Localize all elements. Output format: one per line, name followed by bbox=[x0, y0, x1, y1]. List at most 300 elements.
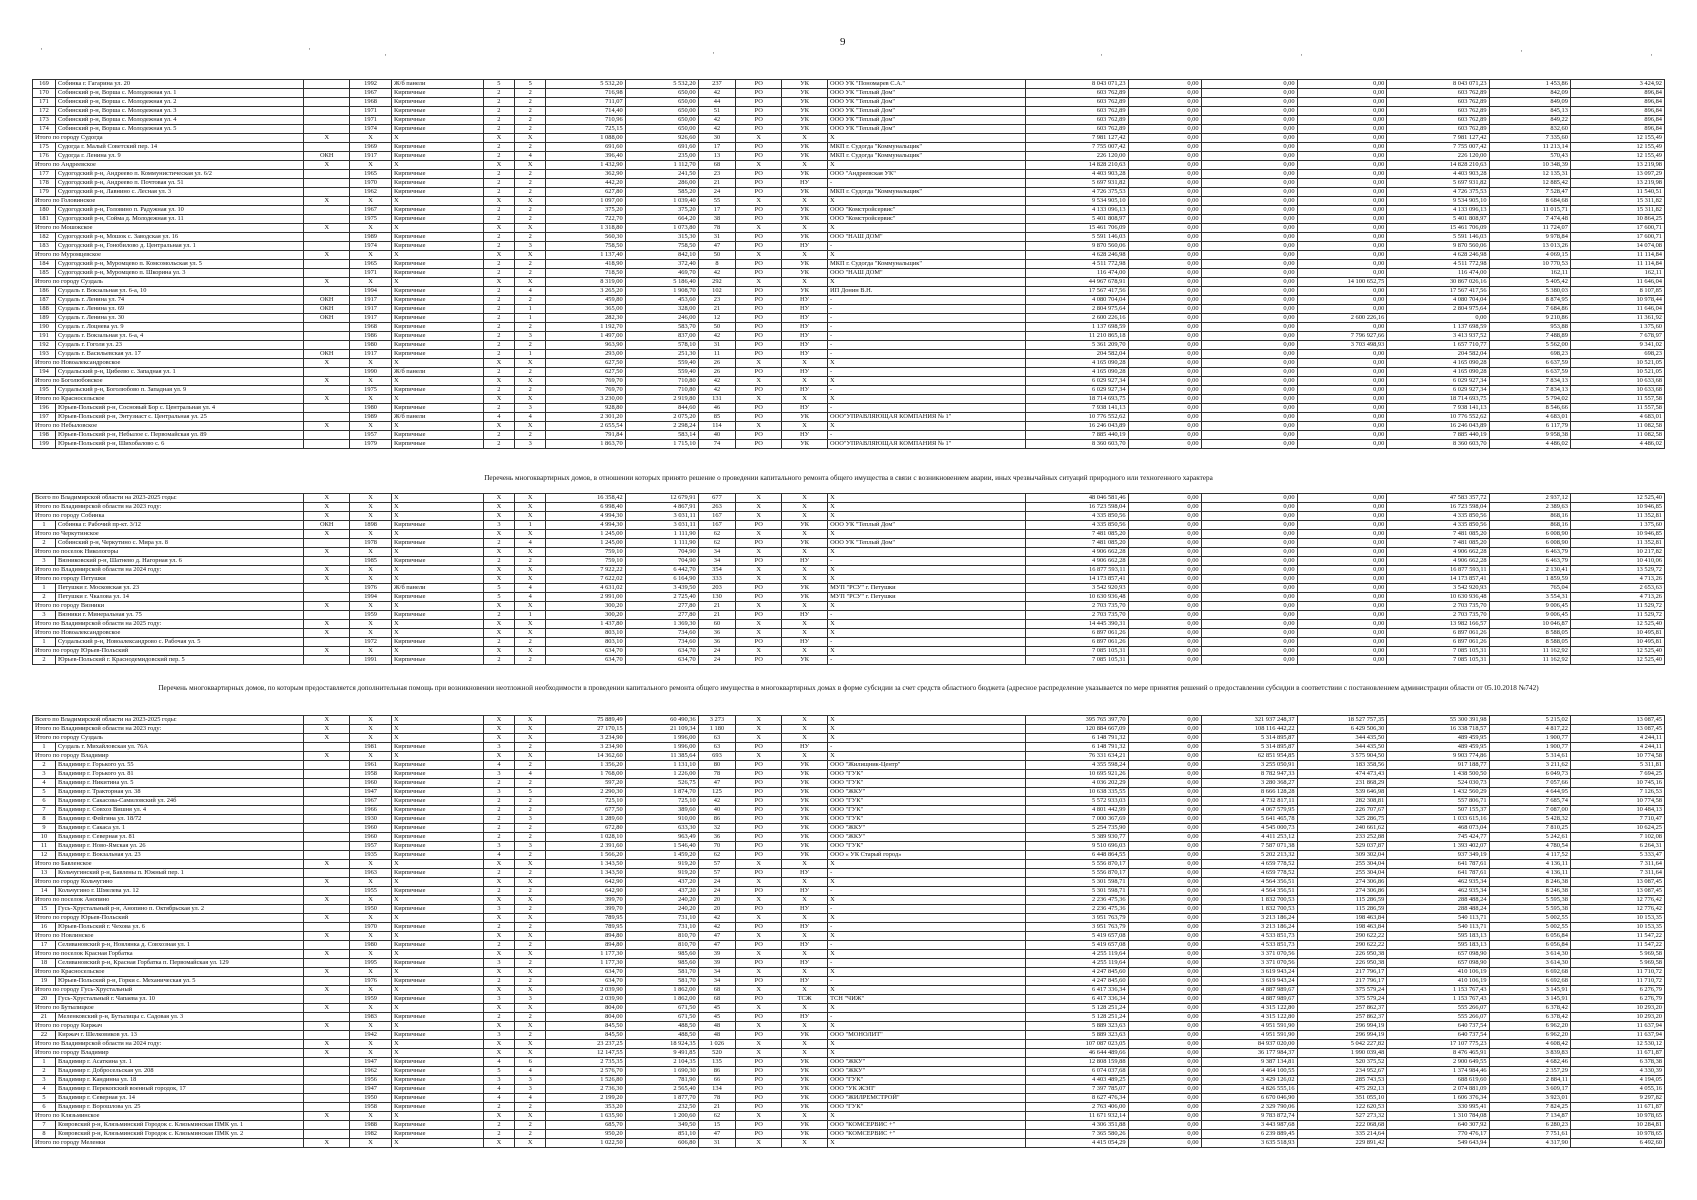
table-cell: 2 763 406,00 bbox=[1026, 1103, 1128, 1112]
table-cell: Х bbox=[391, 161, 483, 170]
subtotal-row bbox=[33, 860, 1665, 869]
table-cell: 241,50 bbox=[625, 170, 698, 179]
table-cell: 274 306,86 bbox=[1297, 878, 1387, 887]
table-cell: 634,70 bbox=[625, 656, 698, 665]
table-cell: Х bbox=[736, 1049, 782, 1058]
table-cell: 0,00 bbox=[1128, 1022, 1201, 1031]
table-cell: РО bbox=[736, 116, 782, 125]
table-cell: УК bbox=[782, 107, 828, 116]
table-cell: 0,00 bbox=[1201, 611, 1297, 620]
table-cell: 0,00 bbox=[1201, 161, 1297, 170]
table-cell: 0,00 bbox=[1128, 959, 1201, 968]
table-cell: Суздаль г. Михайловская ул. 76А bbox=[55, 743, 303, 752]
table-cell: 910,00 bbox=[625, 815, 698, 824]
table-cell: 5 215,02 bbox=[1489, 716, 1570, 725]
table-cell: 1 245,00 bbox=[546, 530, 625, 539]
table-cell: 2 703 735,70 bbox=[1026, 602, 1128, 611]
table-cell: 3 031,11 bbox=[625, 521, 698, 530]
table-cell: 4 335 850,56 bbox=[1387, 512, 1489, 521]
table-cell: 5 532,20 bbox=[625, 80, 698, 89]
table-cell: Кирпичные bbox=[391, 431, 483, 440]
table-cell: 15 461 706,09 bbox=[1026, 224, 1128, 233]
table-cell: ООО "КОМСЕРВИС +" bbox=[828, 1130, 1026, 1139]
table-cell: Х bbox=[782, 1022, 828, 1031]
table-cell: 3 bbox=[483, 788, 514, 797]
table-cell: Х bbox=[304, 860, 350, 869]
table-cell: УК bbox=[782, 188, 828, 197]
table-cell: 6 637,59 bbox=[1489, 368, 1570, 377]
table-cell: 1 bbox=[515, 350, 546, 359]
table-cell: 3 bbox=[483, 521, 514, 530]
table-cell: Х bbox=[736, 950, 782, 959]
table-cell: Юрьев-Польский г. Чехова ул. 6 bbox=[55, 923, 303, 932]
table-cell: РО bbox=[736, 539, 782, 548]
table-cell: 1 bbox=[33, 584, 56, 593]
table-cell: РО bbox=[736, 941, 782, 950]
table-cell: 2 bbox=[33, 539, 56, 548]
table-cell: 0,00 bbox=[1201, 278, 1297, 287]
table-cell: Х bbox=[483, 950, 514, 959]
table-cell: Х bbox=[828, 950, 1026, 959]
table-cell: 0,00 bbox=[1128, 1139, 1201, 1148]
table-cell: УК bbox=[782, 1076, 828, 1085]
table-cell: 1976 bbox=[350, 584, 392, 593]
table-cell: 10 776 552,62 bbox=[1026, 413, 1128, 422]
table-cell: НУ bbox=[782, 404, 828, 413]
table-cell: 10 410,06 bbox=[1570, 557, 1664, 566]
table-cell: 17 bbox=[698, 206, 736, 215]
table-cell: Суздаль г. Ленина ул. 69 bbox=[55, 305, 303, 314]
table-cell: 76 331 634,21 bbox=[1026, 752, 1128, 761]
table-cell: Кирпичные bbox=[391, 242, 483, 251]
table-cell: 0,00 bbox=[1128, 1103, 1201, 1112]
table-cell: 4 951 591,90 bbox=[1201, 1022, 1297, 1031]
table-cell: 1 177,30 bbox=[546, 950, 625, 959]
table-cell: 0,00 bbox=[1297, 323, 1387, 332]
table-cell: 4 533 851,73 bbox=[1201, 941, 1297, 950]
table-cell: 0,00 bbox=[1201, 215, 1297, 224]
table-cell: 7 710,47 bbox=[1570, 815, 1664, 824]
table-cell: 349,50 bbox=[625, 1121, 698, 1130]
table-row bbox=[33, 584, 1665, 593]
table-cell: 14 074,08 bbox=[1570, 242, 1664, 251]
table-cell: Х bbox=[782, 932, 828, 941]
table-cell bbox=[304, 170, 350, 179]
table-cell: 4 713,26 bbox=[1570, 575, 1664, 584]
table-cell: УК bbox=[782, 584, 828, 593]
table-cell: Х bbox=[483, 647, 514, 656]
table-cell: 6 897 061,26 bbox=[1026, 629, 1128, 638]
table-cell: 2 bbox=[483, 539, 514, 548]
table-cell: Х bbox=[391, 494, 483, 503]
table-cell: 0,00 bbox=[1297, 431, 1387, 440]
table-cell: 0,00 bbox=[1201, 584, 1297, 593]
table-cell: 6 442,70 bbox=[625, 566, 698, 575]
table-cell: 0,00 bbox=[1201, 125, 1297, 134]
table-cell: 5 697 931,82 bbox=[1026, 179, 1128, 188]
table-cell: 12 155,49 bbox=[1570, 152, 1664, 161]
table-cell: 2 236 475,36 bbox=[1026, 896, 1128, 905]
table-cell: 2 bbox=[515, 107, 546, 116]
table-cell: 6 276,79 bbox=[1570, 995, 1664, 1004]
table-cell: 0,00 bbox=[1297, 134, 1387, 143]
table-cell: Х bbox=[736, 968, 782, 977]
table-cell: НУ bbox=[782, 869, 828, 878]
table-cell: 698,23 bbox=[1570, 350, 1664, 359]
table-cell: Х bbox=[828, 914, 1026, 923]
table-cell: Х bbox=[828, 377, 1026, 386]
table-cell: Х bbox=[736, 377, 782, 386]
table-cell: 1962 bbox=[350, 188, 392, 197]
table-cell: 12 155,49 bbox=[1570, 134, 1664, 143]
table-cell: 12 525,40 bbox=[1570, 620, 1664, 629]
table-cell: 0,00 bbox=[1128, 1076, 1201, 1085]
table-cell: 6 897 061,26 bbox=[1387, 629, 1489, 638]
table-cell: Х bbox=[350, 986, 392, 995]
table-cell: 418,90 bbox=[546, 260, 625, 269]
table-cell: 4 194,05 bbox=[1570, 1076, 1664, 1085]
table-cell: 2 804 975,64 bbox=[1026, 305, 1128, 314]
table-cell: 2 bbox=[483, 1013, 514, 1022]
table-cell: 6 bbox=[33, 797, 56, 806]
table-cell: 5 595,38 bbox=[1489, 896, 1570, 905]
table-cell: 1958 bbox=[350, 1103, 392, 1112]
table-cell: Владимир г. Асаткина ул. 1 bbox=[55, 1058, 303, 1067]
table-cell: 0,00 bbox=[1128, 770, 1201, 779]
table-cell: Х bbox=[391, 968, 483, 977]
table-cell: 21 bbox=[698, 305, 736, 314]
table-cell: 0,00 bbox=[1128, 188, 1201, 197]
table-cell: 171 bbox=[33, 98, 56, 107]
table-cell: 4 355 598,24 bbox=[1026, 761, 1128, 770]
table-cell: 2 bbox=[515, 959, 546, 968]
table-cell: 0,00 bbox=[1128, 224, 1201, 233]
table-cell: 1980 bbox=[350, 404, 392, 413]
table-cell: Х bbox=[828, 1112, 1026, 1121]
table-cell: 3 bbox=[483, 1076, 514, 1085]
table-cell: Х bbox=[828, 602, 1026, 611]
table-cell: 0,00 bbox=[1297, 98, 1387, 107]
table-cell: 5 314,61 bbox=[1489, 752, 1570, 761]
table-cell: - bbox=[828, 305, 1026, 314]
table-cell: 333 bbox=[698, 575, 736, 584]
table-cell: 1 137,40 bbox=[546, 251, 625, 260]
table-cell: 193 bbox=[33, 350, 56, 359]
table-cell: Х bbox=[736, 1040, 782, 1049]
table-cell: 2 bbox=[515, 368, 546, 377]
table-cell: 0,00 bbox=[1128, 806, 1201, 815]
table-cell: - bbox=[828, 323, 1026, 332]
table-cell: Х bbox=[350, 629, 392, 638]
table-cell: 7 365 580,26 bbox=[1026, 1130, 1128, 1139]
table-cell: 42 bbox=[698, 797, 736, 806]
table-cell: 520 bbox=[698, 1049, 736, 1058]
table-cell: 2 bbox=[483, 833, 514, 842]
table-row bbox=[33, 80, 1665, 89]
table-cell: Х bbox=[391, 566, 483, 575]
table-cell bbox=[304, 1013, 350, 1022]
table-cell: ООО "ЖКУ" bbox=[828, 824, 1026, 833]
table-cell: 375,20 bbox=[625, 206, 698, 215]
table-cell: 1970 bbox=[350, 923, 392, 932]
table-cell bbox=[304, 743, 350, 752]
table-cell: 30 867 026,16 bbox=[1387, 278, 1489, 287]
table-cell: Кирпичные bbox=[391, 179, 483, 188]
table-cell: Владимир г. Никитина ул. 5 bbox=[55, 779, 303, 788]
table-cell: 277,80 bbox=[625, 602, 698, 611]
table-cell: Х bbox=[304, 422, 350, 431]
table-cell: Х bbox=[828, 620, 1026, 629]
table-cell: 583,70 bbox=[625, 323, 698, 332]
table-cell: 5 bbox=[483, 584, 514, 593]
table-cell: НУ bbox=[782, 305, 828, 314]
table-cell: Х bbox=[483, 878, 514, 887]
table-cell: Судогодский р-н, Сойма д. Молодежная ул. 11 bbox=[55, 215, 303, 224]
table-cell: Х bbox=[350, 197, 392, 206]
table-cell: 2 bbox=[515, 638, 546, 647]
table-cell: Кирпичные bbox=[391, 314, 483, 323]
table-cell: 1 192,70 bbox=[546, 323, 625, 332]
table-cell: 4 133 096,13 bbox=[1387, 206, 1489, 215]
table-cell: 2 bbox=[515, 170, 546, 179]
table-cell: 231 868,29 bbox=[1297, 779, 1387, 788]
table-cell: 745 424,77 bbox=[1387, 833, 1489, 842]
row-label: Итого по Новоалександровское bbox=[33, 359, 304, 368]
table-cell: 2 bbox=[515, 323, 546, 332]
table-cell: 11 352,81 bbox=[1570, 512, 1664, 521]
table-cell: 226 950,38 bbox=[1297, 959, 1387, 968]
table-cell: 0,00 bbox=[1128, 986, 1201, 995]
table-cell bbox=[304, 905, 350, 914]
row-label: Итого по городу Суздаль bbox=[33, 278, 304, 287]
table-cell: 6 280,23 bbox=[1489, 1121, 1570, 1130]
table-cell: Х bbox=[828, 548, 1026, 557]
table-cell: 0,00 bbox=[1128, 932, 1201, 941]
table-cell: Собинский р-н, Ворша с. Молодежная ул. 4 bbox=[55, 116, 303, 125]
table-cell: 928,80 bbox=[546, 404, 625, 413]
table-cell: 7 922,22 bbox=[546, 566, 625, 575]
table-cell: 1960 bbox=[350, 833, 392, 842]
row-label: Итого по городу Судогда bbox=[33, 134, 304, 143]
row-label: Итого по Владимирской области на 2023 году: bbox=[33, 503, 304, 512]
table-cell: 10 630 936,48 bbox=[1387, 593, 1489, 602]
table-cell: 7 bbox=[33, 1121, 56, 1130]
table-cell: НУ bbox=[782, 431, 828, 440]
table-cell: 4 682,46 bbox=[1489, 1058, 1570, 1067]
subtotal-row bbox=[33, 1049, 1665, 1058]
table-cell: Владимир г. Перекопский военный городок, 17 bbox=[55, 1085, 303, 1094]
table-cell: 0,00 bbox=[1128, 125, 1201, 134]
table-cell: 1962 bbox=[350, 1067, 392, 1076]
table-cell: Х bbox=[391, 278, 483, 287]
table-cell: 4 315 122,80 bbox=[1201, 1013, 1297, 1022]
table-cell: Кирпичные bbox=[391, 1076, 483, 1085]
subtotal-row bbox=[33, 629, 1665, 638]
table-cell: 13 219,98 bbox=[1570, 161, 1664, 170]
table-cell: РО bbox=[736, 1103, 782, 1112]
table-cell: 55 300 391,98 bbox=[1387, 716, 1489, 725]
table-cell: 5 bbox=[515, 788, 546, 797]
subtotal-row bbox=[33, 932, 1665, 941]
table-cell: 189 bbox=[33, 314, 56, 323]
table-cell: ТСН "ЧИЖ" bbox=[828, 995, 1026, 1004]
subtotal-row bbox=[33, 752, 1665, 761]
table-cell: 1 566,20 bbox=[546, 851, 625, 860]
table-cell: 5 bbox=[483, 80, 514, 89]
table-cell: 0,00 bbox=[1128, 584, 1201, 593]
table-cell: 9 510 696,03 bbox=[1026, 842, 1128, 851]
table-cell: 10 630 936,48 bbox=[1026, 593, 1128, 602]
table-cell: Х bbox=[350, 860, 392, 869]
table-cell: 5 042 227,82 bbox=[1297, 1040, 1387, 1049]
table-cell: 2 bbox=[515, 806, 546, 815]
table-cell: Х bbox=[828, 860, 1026, 869]
table-cell: 555 266,07 bbox=[1387, 1013, 1489, 1022]
table-cell: 9 870 560,06 bbox=[1026, 242, 1128, 251]
table-cell bbox=[304, 557, 350, 566]
table-cell: 2 bbox=[483, 179, 514, 188]
table-cell: Х bbox=[782, 278, 828, 287]
table-cell: - bbox=[828, 1013, 1026, 1022]
table-cell: 8 782 947,33 bbox=[1201, 770, 1297, 779]
table-cell: 0,00 bbox=[1201, 197, 1297, 206]
table-cell: 1967 bbox=[350, 89, 392, 98]
table-cell: 803,10 bbox=[546, 629, 625, 638]
table-cell: Х bbox=[483, 968, 514, 977]
table-row bbox=[33, 779, 1665, 788]
table-cell: Х bbox=[483, 1112, 514, 1121]
table-cell: 0,00 bbox=[1201, 314, 1297, 323]
table-cell: 5 314 895,87 bbox=[1201, 734, 1297, 743]
table-cell: 292 bbox=[698, 278, 736, 287]
table-cell: Х bbox=[736, 494, 782, 503]
table-cell: 3 619 943,24 bbox=[1201, 968, 1297, 977]
table-cell: 184 bbox=[33, 260, 56, 269]
table-cell: 2 bbox=[515, 233, 546, 242]
table-cell: Х bbox=[515, 251, 546, 260]
table-cell: 108 116 442,22 bbox=[1201, 725, 1297, 734]
table-cell: 5 002,55 bbox=[1489, 914, 1570, 923]
table-cell: ТСЖ bbox=[782, 995, 828, 1004]
table-cell: 1 343,50 bbox=[546, 869, 625, 878]
table-cell: 704,90 bbox=[625, 557, 698, 566]
table-cell: 362,90 bbox=[546, 170, 625, 179]
table-cell: Х bbox=[782, 575, 828, 584]
table-row bbox=[33, 89, 1665, 98]
table-cell: Х bbox=[304, 359, 350, 368]
table-cell: Х bbox=[736, 1022, 782, 1031]
table-cell: 1 859,59 bbox=[1489, 575, 1570, 584]
table-cell: 2 bbox=[483, 206, 514, 215]
table-cell: 10 946,85 bbox=[1570, 530, 1664, 539]
table-cell: ОКН bbox=[304, 350, 350, 359]
table-cell: 691,60 bbox=[625, 143, 698, 152]
table-cell: 650,00 bbox=[625, 107, 698, 116]
table-cell: УК bbox=[782, 815, 828, 824]
table-cell: Х bbox=[483, 725, 514, 734]
table-cell: 60 490,36 bbox=[625, 716, 698, 725]
table-cell: Х bbox=[515, 422, 546, 431]
table-cell: 9 534 905,10 bbox=[1026, 197, 1128, 206]
table-cell: 527 273,32 bbox=[1297, 1112, 1387, 1121]
table-row bbox=[33, 842, 1665, 851]
table-cell: 78 bbox=[698, 770, 736, 779]
table-cell: 0,00 bbox=[1128, 1013, 1201, 1022]
table-cell: Х bbox=[483, 1049, 514, 1058]
table-cell: Х bbox=[736, 548, 782, 557]
table-cell: Х bbox=[828, 878, 1026, 887]
table-cell: Х bbox=[391, 986, 483, 995]
table-cell: 46 bbox=[698, 404, 736, 413]
table-cell: 845,13 bbox=[1489, 107, 1570, 116]
table-cell: Х bbox=[304, 1139, 350, 1148]
table-cell: 5 556 870,17 bbox=[1026, 869, 1128, 878]
table-cell: 2 703 735,70 bbox=[1026, 611, 1128, 620]
table-cell: 11 547,22 bbox=[1570, 941, 1664, 950]
table-cell: 4 335 850,56 bbox=[1387, 521, 1489, 530]
table-cell: 24 bbox=[698, 887, 736, 896]
table-cell: Х bbox=[391, 1112, 483, 1121]
table-cell: 725,15 bbox=[546, 125, 625, 134]
table-cell: Х bbox=[304, 734, 350, 743]
table-cell: Х bbox=[828, 503, 1026, 512]
table-cell: Х bbox=[828, 224, 1026, 233]
table-cell: 0,00 bbox=[1128, 851, 1201, 860]
table-cell: 0,00 bbox=[1201, 368, 1297, 377]
table-cell: 634,70 bbox=[546, 647, 625, 656]
table-cell: 926,60 bbox=[625, 134, 698, 143]
table-cell bbox=[304, 824, 350, 833]
table-cell: 4 117,52 bbox=[1489, 851, 1570, 860]
table-cell: 4 511 772,98 bbox=[1026, 260, 1128, 269]
table-cell: 1971 bbox=[350, 116, 392, 125]
table-cell: 769,70 bbox=[546, 377, 625, 386]
table-cell: 16 246 043,89 bbox=[1026, 422, 1128, 431]
table-cell: 4 bbox=[483, 1085, 514, 1094]
table-cell: 520 375,52 bbox=[1297, 1058, 1387, 1067]
table-cell: Владимир г. Фейгина ул. 18/72 bbox=[55, 815, 303, 824]
table-cell: 24 bbox=[698, 878, 736, 887]
table-cell: 15 461 706,09 bbox=[1387, 224, 1489, 233]
table-cell: Х bbox=[483, 548, 514, 557]
table-cell: УК bbox=[782, 260, 828, 269]
table-cell: 26 bbox=[698, 368, 736, 377]
table-cell: 5 419 657,08 bbox=[1026, 932, 1128, 941]
table-cell: 60 bbox=[698, 620, 736, 629]
table-cell: Х bbox=[350, 1139, 392, 1148]
table-cell: 16 338 718,57 bbox=[1387, 725, 1489, 734]
table-cell: 10 638 335,55 bbox=[1026, 788, 1128, 797]
table-cell: Х bbox=[782, 986, 828, 995]
table-cell: Владимир г. Ново-Ямская ул. 26 bbox=[55, 842, 303, 851]
table-cell: 650,00 bbox=[625, 116, 698, 125]
table-cell: РО bbox=[736, 332, 782, 341]
table-cell: 0,00 bbox=[1297, 620, 1387, 629]
table-cell: Х bbox=[782, 251, 828, 260]
table-cell: 0,00 bbox=[1297, 161, 1387, 170]
table-cell: Х bbox=[515, 647, 546, 656]
table-cell: 2 991,00 bbox=[546, 593, 625, 602]
table-cell: Кирпичные bbox=[391, 959, 483, 968]
subtotal-row bbox=[33, 161, 1665, 170]
table-cell: 17 600,71 bbox=[1570, 233, 1664, 242]
table-cell: 10 293,20 bbox=[1570, 1004, 1664, 1013]
table-cell: 75 889,49 bbox=[546, 716, 625, 725]
table-cell: Х bbox=[515, 1022, 546, 1031]
table-row bbox=[33, 440, 1665, 449]
table-cell: 507 155,37 bbox=[1387, 806, 1489, 815]
table-cell: Владимир г. Северная ул. 14 bbox=[55, 1094, 303, 1103]
